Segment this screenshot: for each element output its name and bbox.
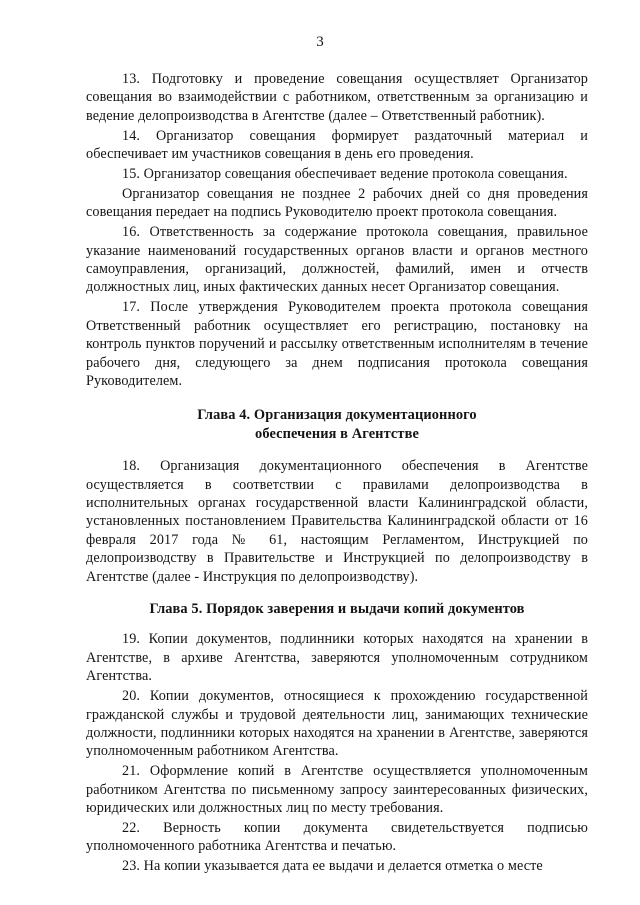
chapter-5-heading: Глава 5. Порядок заверения и выдачи копий документов bbox=[149, 601, 525, 618]
paragraph-14: 14. Организатор совещания формирует раздаточный материал и обеспечивает им участников совещания в день его проведения. bbox=[86, 127, 588, 163]
paragraph-20: 20. Копии документов, относящиеся к прохождению государственной гражданской службы и трудовой деятельности лиц, занимающих технические должности, подлинники которых находятся на хранении в Агентстве, заверяются уполномоченным работником Агентства. bbox=[86, 688, 588, 760]
paragraph-17: 17. После утверждения Руководителем проекта протокола совещания Ответственный работник осуществляет его регистрацию, постановку на контроль пунктов поручений и рассылку ответственным исполнителям в течение рабочего дня, следующего за днем подписания протокола совещания Руководителем. bbox=[86, 299, 588, 389]
paragraph-15: 15. Организатор совещания обеспечивает ведение протокола совещания. bbox=[122, 166, 568, 183]
chapter-4-title-line-2: обеспечения в Агентстве bbox=[255, 425, 419, 442]
page-number: 3 bbox=[316, 34, 324, 50]
paragraph-18: 18. Организация документационного обеспечения в Агентстве осуществляется в соответствии с правилами делопроизводства в исполнительных органах государственной власти Калининградской области, установленных постановлением Правительства Калининградской области от 16 февраля 2017 года № 61, настоящим Регламентом, Инструкцией по делопроизводству в Правительстве и Инструкцией по делопроизводству в Агентстве (далее - Инструкция по делопроизводству). bbox=[86, 458, 588, 585]
chapter-4-title-line-1: Глава 4. Организация документационного bbox=[197, 407, 477, 424]
paragraph-22: 22. Верность копии документа свидетельствуется подписью уполномоченного работника Агентства и печатью. bbox=[86, 820, 588, 855]
paragraph-19: 19. Копии документов, подлинники которых находятся на хранении в Агентстве, в архиве Агентства, заверяются уполномоченным сотрудником Агентства. bbox=[86, 631, 588, 685]
paragraph-23: 23. На копии указывается дата ее выдачи и делается отметка о месте bbox=[122, 858, 543, 875]
paragraph-16: 16. Ответственность за содержание протокола совещания, правильное указание наименований государственных органов власти и органов местного самоуправления, организаций, должностей, фамилий, имен и отчеств должностных лиц, иных фактических данных несет Организатор совещания. bbox=[86, 224, 588, 296]
paragraph-13: 13. Подготовку и проведение совещания осуществляет Организатор совещания во взаимодействии с работником, ответственным за организацию и ведение делопроизводства в Агентстве (далее – Ответственный работник). bbox=[86, 71, 588, 124]
paragraph-15-continued: Организатор совещания не позднее 2 рабочих дней со дня проведения совещания передает на подпись Руководителю проект протокола совещания. bbox=[86, 185, 588, 221]
paragraph-21: 21. Оформление копий в Агентстве осуществляется уполномоченным работником Агентства по письменному запросу заинтересованных физических, юридических или должностных лиц по месту требования. bbox=[86, 763, 588, 817]
chapter-4-heading bbox=[86, 406, 588, 443]
document-body bbox=[86, 70, 588, 877]
